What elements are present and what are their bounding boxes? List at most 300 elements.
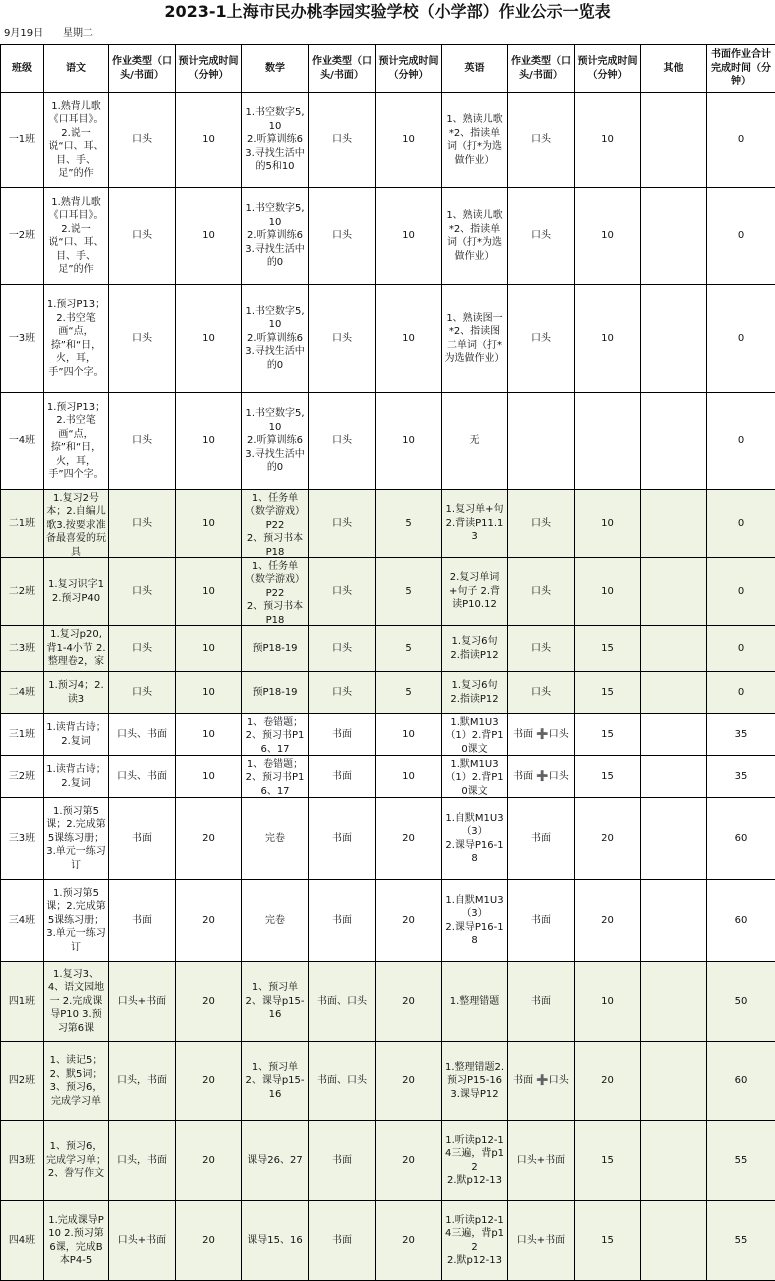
other-cell — [641, 1121, 707, 1201]
math-type-cell — [309, 490, 376, 558]
chinese-type-text: 口头、书面 — [111, 770, 173, 784]
math-time-cell — [376, 962, 442, 1042]
header-chinese-type: 作业类型（口头/书面） — [109, 45, 176, 93]
class-text: 三3班 — [3, 832, 41, 846]
other-cell — [641, 714, 707, 756]
math-homework-cell — [242, 558, 309, 626]
math-type-text: 口头 — [311, 332, 373, 346]
total-time-text: 55 — [709, 1154, 773, 1168]
chinese-time-cell — [176, 714, 242, 756]
english-time-text: 10 — [577, 133, 638, 147]
chinese-homework-cell — [44, 1042, 109, 1121]
chinese-time-text: 10 — [178, 133, 239, 147]
class-text: 二2班 — [3, 585, 41, 599]
english-time-text: 15 — [577, 728, 638, 742]
other-cell — [641, 672, 707, 714]
chinese-time-text: 10 — [178, 332, 239, 346]
english-homework-cell — [442, 558, 508, 626]
math-homework-text: 1、预习单 2、课导p15-16 — [244, 1061, 306, 1102]
chinese-homework-text: 1.预习第5课；2.完成第5课练习册；3.单元一练习订 — [46, 805, 106, 873]
chinese-time-cell — [176, 393, 242, 490]
math-homework-cell — [242, 285, 309, 393]
chinese-homework-text: 1.完成课导P10 2.预习第6课，完成B本P4-5 — [46, 1214, 106, 1268]
total-time-cell — [707, 558, 775, 626]
english-time-text: 15 — [577, 686, 638, 700]
math-time-cell — [376, 1042, 442, 1121]
class-text: 二3班 — [3, 642, 41, 656]
math-homework-text: 1.书空数字5,10 2.听算训练6 3.寻找生活中的0 — [244, 305, 306, 373]
english-type-cell — [508, 880, 575, 962]
english-time-cell — [575, 714, 641, 756]
total-time-cell — [707, 714, 775, 756]
math-time-cell — [376, 490, 442, 558]
chinese-type-text: 口头 — [111, 642, 173, 656]
english-type-text: 口头 — [510, 133, 572, 147]
math-homework-text: 1.书空数字5,10 2.听算训练6 3.寻找生活中的0 — [244, 202, 306, 270]
english-type-text: 书面 ➕口头 — [510, 770, 572, 784]
chinese-homework-cell — [44, 490, 109, 558]
chinese-homework-text: 1.复习p20,背1-4小节 2.整理卷2，家 — [46, 628, 106, 669]
total-time-text: 0 — [709, 434, 773, 448]
class-cell — [1, 490, 44, 558]
math-type-text: 书面 — [311, 832, 373, 846]
total-time-text: 0 — [709, 585, 773, 599]
english-homework-cell — [442, 1042, 508, 1121]
math-homework-text: 1.书空数字5,10 2.听算训练6 3.寻找生活中的0 — [244, 407, 306, 475]
class-text: 三4班 — [3, 914, 41, 928]
math-time-cell — [376, 93, 442, 188]
math-type-text: 书面 — [311, 1234, 373, 1248]
math-type-text: 口头 — [311, 585, 373, 599]
total-time-cell — [707, 1201, 775, 1281]
math-time-text: 20 — [378, 1234, 439, 1248]
english-type-cell — [508, 285, 575, 393]
math-time-text: 20 — [378, 1074, 439, 1088]
math-time-cell — [376, 188, 442, 285]
math-time-cell — [376, 798, 442, 880]
table-row — [1, 558, 775, 626]
chinese-homework-text: 1.复习3、4、语文园地一 2.完成课导P10 3.预习第6课 — [46, 968, 106, 1036]
chinese-homework-cell — [44, 672, 109, 714]
math-time-text: 5 — [378, 686, 439, 700]
chinese-homework-text: 1.熟背儿歌《口耳目》。2.说一说“口、耳、目、手、足”的作 — [46, 196, 106, 277]
total-time-text: 50 — [709, 995, 773, 1009]
chinese-time-cell — [176, 285, 242, 393]
other-cell — [641, 393, 707, 490]
table-row — [1, 188, 775, 285]
chinese-homework-text: 1.预习P13；2.书空笔画“点，捺”和“日，火，耳，手”四个字。 — [46, 298, 106, 379]
english-time-text: 20 — [577, 832, 638, 846]
header-row — [1, 45, 775, 93]
total-time-text: 35 — [709, 728, 773, 742]
class-cell — [1, 188, 44, 285]
chinese-type-text: 口头+书面 — [111, 1234, 173, 1248]
table-row — [1, 1042, 775, 1121]
english-homework-cell — [442, 490, 508, 558]
header-english-time: 预计完成时间（分钟） — [575, 45, 641, 93]
total-time-cell — [707, 1121, 775, 1201]
english-type-text: 口头+书面 — [510, 1154, 572, 1168]
english-time-cell — [575, 672, 641, 714]
chinese-homework-text: 1.预习4；2.读3 — [46, 679, 106, 706]
english-homework-text: 1、熟读儿歌*2、指读单词（打*为选做作业） — [444, 209, 505, 263]
class-text: 四2班 — [3, 1074, 41, 1088]
chinese-type-cell — [109, 714, 176, 756]
math-homework-cell — [242, 188, 309, 285]
chinese-homework-cell — [44, 188, 109, 285]
chinese-time-text: 10 — [178, 229, 239, 243]
chinese-type-text: 口头 — [111, 434, 173, 448]
total-time-cell — [707, 880, 775, 962]
chinese-type-cell — [109, 1042, 176, 1121]
english-type-cell — [508, 558, 575, 626]
chinese-type-text: 口头、书面 — [111, 728, 173, 742]
english-homework-text: 1.默M1U3（1）2.背P10课文 — [444, 716, 505, 754]
table-row — [1, 798, 775, 880]
math-homework-cell — [242, 490, 309, 558]
total-time-text: 60 — [709, 914, 773, 928]
math-time-cell — [376, 1121, 442, 1201]
chinese-time-text: 20 — [178, 1074, 239, 1088]
chinese-homework-text: 1、读记5；2、默5词；3、预习6，完成学习单 — [46, 1054, 106, 1108]
header-other: 其他 — [641, 45, 707, 93]
chinese-time-cell — [176, 756, 242, 798]
table-row — [1, 285, 775, 393]
class-text: 一1班 — [3, 133, 41, 147]
chinese-homework-text: 1.复习2号本；2.自编儿歌3.按要求准备最喜爱的玩具 — [46, 492, 106, 556]
chinese-type-cell — [109, 285, 176, 393]
math-type-cell — [309, 393, 376, 490]
english-type-text: 口头 — [510, 642, 572, 656]
english-type-cell — [508, 714, 575, 756]
class-text: 二4班 — [3, 686, 41, 700]
chinese-time-cell — [176, 626, 242, 672]
table-row — [1, 1201, 775, 1281]
english-homework-text: 1、熟读图一*2、指读图二单词（打*为选做作业） — [444, 312, 505, 366]
header-english: 英语 — [442, 45, 508, 93]
chinese-type-text: 口头 — [111, 686, 173, 700]
english-time-text: 10 — [577, 229, 638, 243]
english-time-text: 10 — [577, 585, 638, 599]
chinese-time-text: 20 — [178, 914, 239, 928]
total-time-text: 0 — [709, 332, 773, 346]
class-text: 一4班 — [3, 434, 41, 448]
chinese-time-cell — [176, 672, 242, 714]
chinese-time-text: 10 — [178, 770, 239, 784]
english-homework-cell — [442, 285, 508, 393]
english-type-cell — [508, 490, 575, 558]
english-time-text: 20 — [577, 1074, 638, 1088]
chinese-homework-cell — [44, 285, 109, 393]
math-type-text: 口头 — [311, 229, 373, 243]
chinese-time-cell — [176, 962, 242, 1042]
english-homework-cell — [442, 393, 508, 490]
total-time-cell — [707, 93, 775, 188]
english-homework-cell — [442, 188, 508, 285]
chinese-type-cell — [109, 962, 176, 1042]
english-time-cell — [575, 558, 641, 626]
total-time-text: 0 — [709, 517, 773, 531]
math-time-text: 10 — [378, 229, 439, 243]
english-time-text: 15 — [577, 770, 638, 784]
total-time-cell — [707, 490, 775, 558]
class-cell — [1, 1201, 44, 1281]
english-type-cell — [508, 188, 575, 285]
chinese-time-cell — [176, 1121, 242, 1201]
chinese-type-cell — [109, 626, 176, 672]
chinese-homework-text: 1.复习识字1 2.预习P40 — [46, 578, 106, 605]
chinese-type-text: 口头 — [111, 585, 173, 599]
math-homework-cell — [242, 1121, 309, 1201]
math-time-cell — [376, 672, 442, 714]
english-type-cell — [508, 1042, 575, 1121]
english-homework-text: 1.整理错题 — [444, 995, 505, 1009]
table-row — [1, 880, 775, 962]
chinese-time-text: 10 — [178, 728, 239, 742]
english-time-text: 15 — [577, 642, 638, 656]
math-homework-text: 1、任务单（数学游戏）P22 2、预习书本P18 — [244, 560, 306, 624]
chinese-homework-text: 1、预习6，完成学习单；2、誊写作文 — [46, 1140, 106, 1181]
chinese-homework-text: 1.读背古诗；2.复词 — [46, 763, 106, 790]
class-cell — [1, 285, 44, 393]
math-time-cell — [376, 626, 442, 672]
table-row — [1, 93, 775, 188]
total-time-cell — [707, 672, 775, 714]
other-cell — [641, 1042, 707, 1121]
english-homework-cell — [442, 1201, 508, 1281]
chinese-homework-cell — [44, 880, 109, 962]
total-time-cell — [707, 393, 775, 490]
chinese-type-cell — [109, 558, 176, 626]
math-time-text: 20 — [378, 995, 439, 1009]
math-type-cell — [309, 672, 376, 714]
chinese-time-cell — [176, 490, 242, 558]
math-homework-cell — [242, 714, 309, 756]
header-chinese-time: 预计完成时间（分钟） — [176, 45, 242, 93]
chinese-time-text: 10 — [178, 686, 239, 700]
chinese-type-cell — [109, 490, 176, 558]
chinese-type-text: 口头 — [111, 133, 173, 147]
header-class: 班级 — [1, 45, 44, 93]
chinese-type-text: 口头 — [111, 229, 173, 243]
math-homework-cell — [242, 672, 309, 714]
chinese-time-text: 10 — [178, 434, 239, 448]
english-type-cell — [508, 756, 575, 798]
math-homework-text: 1、任务单（数学游戏）P22 2、预习书本P18 — [244, 492, 306, 556]
class-cell — [1, 393, 44, 490]
math-homework-cell — [242, 626, 309, 672]
chinese-time-cell — [176, 1201, 242, 1281]
english-homework-text: 1.自默M1U3（3） 2.课导P16-18 — [444, 812, 505, 866]
header-math-time: 预计完成时间（分钟） — [376, 45, 442, 93]
english-homework-cell — [442, 798, 508, 880]
english-type-cell — [508, 1201, 575, 1281]
math-time-text: 20 — [378, 832, 439, 846]
table-row — [1, 672, 775, 714]
chinese-homework-cell — [44, 558, 109, 626]
chinese-type-text: 口头，书面 — [111, 1154, 173, 1168]
total-time-cell — [707, 188, 775, 285]
english-homework-text: 1.听读p12-14三遍，背p12 2.默p12-13 — [444, 1214, 505, 1268]
table-body — [1, 93, 775, 1281]
chinese-type-text: 口头 — [111, 517, 173, 531]
math-homework-cell — [242, 756, 309, 798]
header-total-time: 书面作业合计完成时间（分钟） — [707, 45, 775, 93]
math-time-cell — [376, 1201, 442, 1281]
english-type-cell — [508, 93, 575, 188]
math-type-cell — [309, 962, 376, 1042]
class-text: 四3班 — [3, 1154, 41, 1168]
chinese-homework-cell — [44, 93, 109, 188]
english-type-text: 口头+书面 — [510, 1234, 572, 1248]
math-type-text: 口头 — [311, 642, 373, 656]
class-cell — [1, 93, 44, 188]
total-time-cell — [707, 756, 775, 798]
math-time-cell — [376, 756, 442, 798]
math-type-cell — [309, 558, 376, 626]
english-homework-cell — [442, 93, 508, 188]
math-time-cell — [376, 285, 442, 393]
table-row — [1, 1121, 775, 1201]
class-cell — [1, 1042, 44, 1121]
math-type-cell — [309, 714, 376, 756]
class-text: 一3班 — [3, 332, 41, 346]
math-type-text: 书面 — [311, 914, 373, 928]
english-homework-text: 1.复习6句 2.指读P12 — [444, 679, 505, 706]
math-time-cell — [376, 393, 442, 490]
chinese-type-cell — [109, 393, 176, 490]
chinese-time-text: 20 — [178, 995, 239, 1009]
chinese-homework-cell — [44, 1121, 109, 1201]
english-homework-text: 1.听读p12-14三遍，背p12 2.默p12-13 — [444, 1134, 505, 1188]
english-homework-text: 1.自默M1U3（3） 2.课导P16-18 — [444, 894, 505, 948]
english-homework-cell — [442, 714, 508, 756]
math-time-text: 10 — [378, 770, 439, 784]
chinese-homework-text: 1.读背古诗；2.复词 — [46, 721, 106, 748]
english-homework-text: 1.整理错题2.预习P15-16 3.课导P12 — [444, 1061, 505, 1102]
chinese-homework-cell — [44, 626, 109, 672]
chinese-homework-cell — [44, 962, 109, 1042]
total-time-text: 0 — [709, 686, 773, 700]
class-cell — [1, 880, 44, 962]
total-time-text: 35 — [709, 770, 773, 784]
math-type-cell — [309, 1121, 376, 1201]
total-time-text: 0 — [709, 133, 773, 147]
total-time-text: 60 — [709, 1074, 773, 1088]
math-time-text: 20 — [378, 1154, 439, 1168]
math-type-text: 书面 — [311, 1154, 373, 1168]
english-homework-text: 1.复习单+句2.背读P11.13 — [444, 503, 505, 544]
chinese-time-text: 20 — [178, 1234, 239, 1248]
header-math-type: 作业类型（口头/书面） — [309, 45, 376, 93]
math-homework-cell — [242, 1042, 309, 1121]
english-type-text: 口头 — [510, 229, 572, 243]
class-cell — [1, 756, 44, 798]
math-homework-cell — [242, 798, 309, 880]
math-type-cell — [309, 285, 376, 393]
english-time-text: 10 — [577, 517, 638, 531]
chinese-type-cell — [109, 880, 176, 962]
english-time-cell — [575, 798, 641, 880]
chinese-homework-text: 1.熟背儿歌《口耳目》。2.说一说“口、耳、目、手、足”的作 — [46, 100, 106, 181]
chinese-type-text: 口头+书面 — [111, 995, 173, 1009]
chinese-type-text: 书面 — [111, 914, 173, 928]
chinese-time-cell — [176, 188, 242, 285]
english-type-text: 口头 — [510, 585, 572, 599]
math-type-text: 书面、口头 — [311, 1074, 373, 1088]
chinese-homework-text: 1.预习第5课；2.完成第5课练习册；3.单元一练习订 — [46, 887, 106, 955]
english-type-text: 口头 — [510, 517, 572, 531]
math-type-cell — [309, 93, 376, 188]
chinese-type-cell — [109, 672, 176, 714]
table-row — [1, 962, 775, 1042]
math-homework-text: 1、卷错题；2、预习书P16、17 — [244, 716, 306, 754]
math-time-text: 10 — [378, 434, 439, 448]
chinese-type-text: 书面 — [111, 832, 173, 846]
math-homework-text: 课导26、27 — [244, 1154, 306, 1168]
chinese-homework-cell — [44, 756, 109, 798]
math-time-text: 5 — [378, 642, 439, 656]
english-time-cell — [575, 93, 641, 188]
math-homework-text: 课导15、16 — [244, 1234, 306, 1248]
math-homework-text: 预P18-19 — [244, 686, 306, 700]
total-time-cell — [707, 798, 775, 880]
chinese-time-text: 20 — [178, 832, 239, 846]
chinese-time-cell — [176, 558, 242, 626]
math-time-cell — [376, 880, 442, 962]
class-text: 一2班 — [3, 229, 41, 243]
math-homework-cell — [242, 93, 309, 188]
chinese-time-text: 20 — [178, 1154, 239, 1168]
chinese-type-cell — [109, 756, 176, 798]
english-time-text: 15 — [577, 1154, 638, 1168]
table-row — [1, 490, 775, 558]
english-homework-text: 1、熟读儿歌*2、指读单词（打*为选做作业） — [444, 113, 505, 167]
english-type-text: 口头 — [510, 332, 572, 346]
class-text: 二1班 — [3, 517, 41, 531]
math-homework-cell — [242, 880, 309, 962]
english-time-cell — [575, 188, 641, 285]
english-type-text: 书面 ➕口头 — [510, 1074, 572, 1088]
other-cell — [641, 1201, 707, 1281]
math-time-text: 10 — [378, 133, 439, 147]
english-time-text: 10 — [577, 995, 638, 1009]
chinese-type-cell — [109, 1201, 176, 1281]
english-homework-text: 无 — [444, 434, 505, 448]
class-cell — [1, 714, 44, 756]
header-english-type: 作业类型（口头/书面） — [508, 45, 575, 93]
chinese-time-text: 10 — [178, 642, 239, 656]
other-cell — [641, 285, 707, 393]
weekday-label: 星期二 — [63, 24, 93, 44]
math-type-text: 书面、口头 — [311, 995, 373, 1009]
total-time-text: 0 — [709, 642, 773, 656]
chinese-homework-cell — [44, 1201, 109, 1281]
english-homework-cell — [442, 756, 508, 798]
class-cell — [1, 798, 44, 880]
class-cell — [1, 672, 44, 714]
chinese-time-cell — [176, 880, 242, 962]
class-cell — [1, 962, 44, 1042]
other-cell — [641, 756, 707, 798]
english-time-cell — [575, 1042, 641, 1121]
math-homework-cell — [242, 393, 309, 490]
math-homework-text: 1、卷错题；2、预习书P16、17 — [244, 758, 306, 796]
english-homework-cell — [442, 962, 508, 1042]
math-time-cell — [376, 714, 442, 756]
english-homework-cell — [442, 672, 508, 714]
english-type-cell — [508, 393, 575, 490]
